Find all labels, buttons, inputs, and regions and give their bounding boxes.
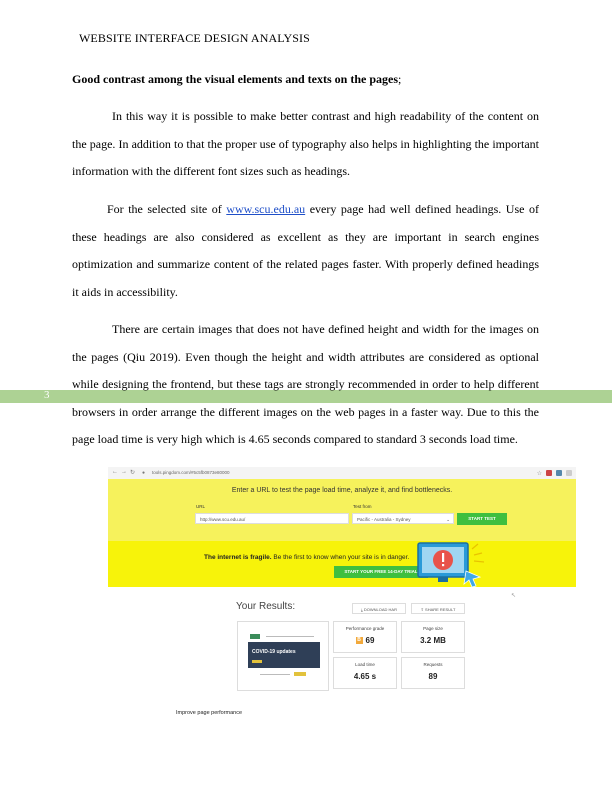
download-har-button[interactable]	[352, 603, 406, 614]
download-icon: ⤓	[360, 607, 364, 612]
req-label: Requests	[423, 662, 443, 667]
reload-icon[interactable]: ↻	[130, 470, 136, 476]
lock-icon: ●	[142, 470, 146, 476]
cursor-icon: ↖	[511, 593, 517, 599]
size-label: Page size	[423, 626, 443, 631]
grade-badge: B	[357, 637, 361, 644]
fragile-bold: The internet is fragile.	[204, 554, 272, 561]
results-title: Your Results:	[236, 601, 296, 612]
heading-bold-text: Good contrast among the visual elements and texts on the pages	[72, 72, 398, 86]
test-from-label: Test from	[353, 504, 372, 509]
page-size-card	[401, 621, 465, 653]
running-header: WEBSITE INTERFACE DESIGN ANALYSIS	[79, 31, 310, 45]
url-label: URL	[196, 504, 206, 509]
test-from-select[interactable]	[352, 513, 454, 524]
load-value: 4.65 s	[353, 672, 377, 681]
test-from-value: Pacific - Australia - Sydney	[357, 517, 411, 522]
paragraph-headings	[72, 196, 539, 306]
download-har-label: DOWNLOAD HAR	[363, 607, 397, 612]
fragile-message	[204, 554, 409, 561]
req-value: 89	[428, 672, 438, 681]
share-result-label: SHARE RESULT	[425, 607, 456, 612]
size-value: 3.2 MB	[420, 636, 446, 645]
load-time-card	[333, 657, 397, 689]
extension-icon-2[interactable]	[556, 470, 562, 476]
thumb-nav	[248, 632, 320, 641]
site-thumbnail	[237, 621, 329, 691]
banner-wave	[108, 541, 576, 587]
monitor-alert-icon	[416, 541, 496, 587]
address-bar[interactable]: tools.pingdom.com/#5c5fb0873e80000	[152, 470, 230, 475]
grade-value: 69	[365, 636, 375, 645]
start-test-button[interactable]: START TEST	[457, 513, 507, 525]
forward-icon[interactable]: →	[121, 469, 127, 475]
tagline: Enter a URL to test the page load time, analyze it, and find bottlenecks.	[231, 487, 453, 494]
p2-text-before: For the selected site of	[107, 202, 227, 216]
back-icon[interactable]: ←	[112, 469, 118, 475]
requests-card	[401, 657, 465, 689]
figure-caption: Improve page performance	[176, 710, 243, 716]
thumb-hero	[248, 642, 320, 668]
extension-icon[interactable]	[546, 470, 552, 476]
page-number: 3	[44, 389, 50, 401]
paragraph-contrast: In this way it is possible to make better contrast and high readability of the content on the page. In addition to that the proper use of typography also helps in highlighting the important information with the different font sizes such as headings.	[72, 109, 539, 178]
chevron-down-icon: ⌄	[446, 517, 450, 522]
hero-banner	[108, 479, 576, 587]
p2-text-after: every page had well defined headings. Use of these headings are also considered as excellent as they are important in search engines optimization and summarize content of the related pages faster. With properly defined headings it aids in accessibility.	[72, 202, 539, 299]
grade-label: Performance grade	[345, 626, 385, 631]
free-trial-button[interactable]: START YOUR FREE 14-DAY TRIAL	[334, 566, 428, 578]
menu-icon[interactable]	[566, 470, 572, 476]
url-input[interactable]: http://www.scu.edu.au/	[195, 513, 349, 524]
performance-grade-card	[333, 621, 397, 653]
section-heading	[72, 72, 401, 87]
star-icon[interactable]: ☆	[536, 471, 542, 477]
scu-link[interactable]: www.scu.edu.au	[226, 202, 306, 216]
heading-tail: ;	[398, 72, 402, 86]
paragraph-images: There are certain images that does not have defined height and width for the images on the pages (Qiu 2019). Even though the height and width attributes are considered as optional while designing the frontend, but these tags are strongly recommended in order to help different browsers in order arrange the different images on the web pages in a faster way. Due to this the page load time is very high which is 4.65 seconds compared to standard 3 seconds load time.	[72, 322, 539, 446]
load-label: Load time	[355, 662, 375, 667]
fragile-text: Be the first to know when your site is in danger.	[271, 554, 410, 561]
pingdom-screenshot	[108, 467, 576, 717]
share-icon: ⇪	[420, 607, 426, 612]
share-result-button[interactable]	[411, 603, 465, 614]
thumb-headline: COVID-19 updates	[252, 649, 296, 655]
